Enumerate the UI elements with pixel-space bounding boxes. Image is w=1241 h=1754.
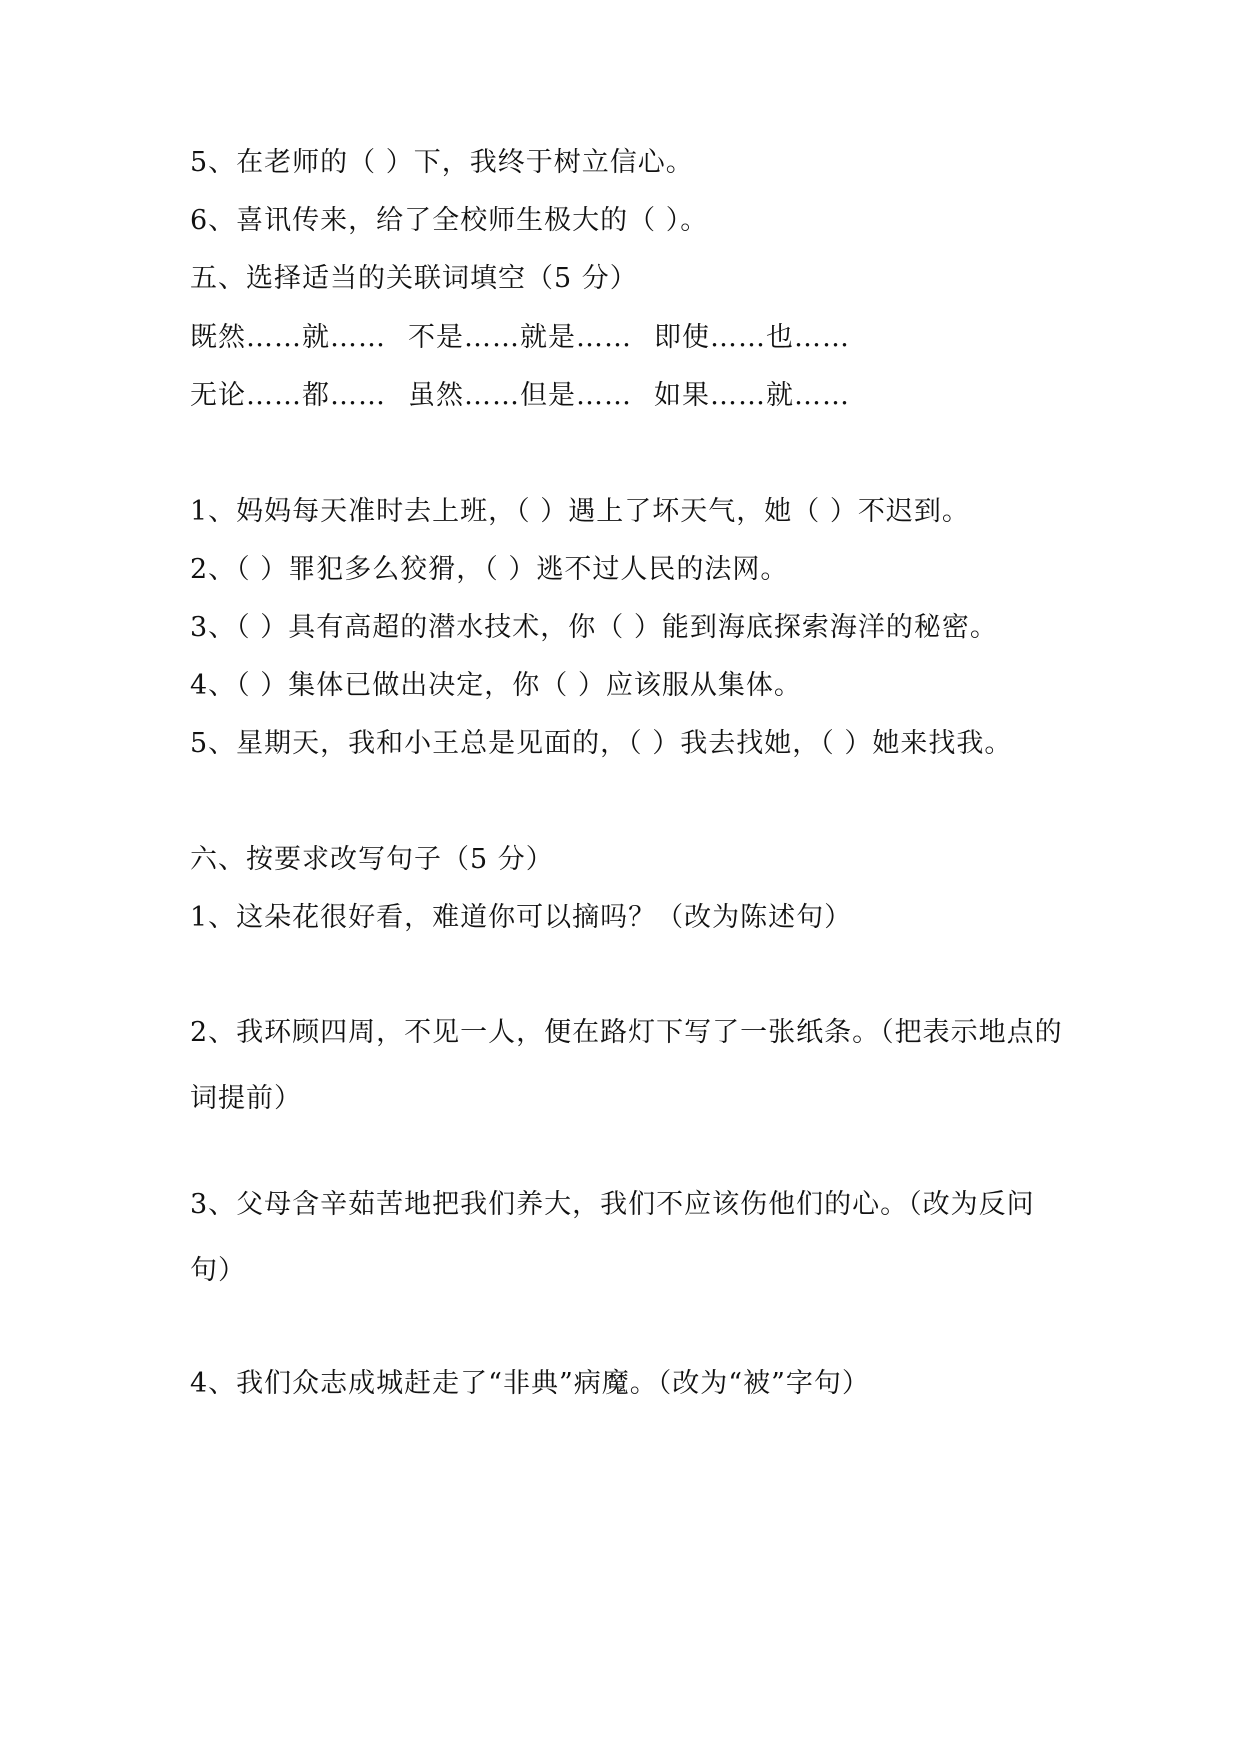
question-item: 2、（ ）罪犯多么狡猾，（ ）逃不过人民的法网。 xyxy=(190,554,789,585)
question-item: 4、我们众志成城赶走了“非典”病魔。（改为“被”字句） xyxy=(190,1368,870,1399)
question-item: 1、妈妈每天准时去上班，（ ）遇上了坏天气，她（ ）不迟到。 xyxy=(190,496,970,527)
conjunction-option: 即使……也…… xyxy=(654,322,850,353)
conjunction-option: 虽然……但是…… xyxy=(408,380,632,411)
conjunction-option: 如果……就…… xyxy=(654,380,850,411)
question-item: 5、在老师的（ ）下，我终于树立信心。 xyxy=(190,147,694,178)
question-item: 4、（ ）集体已做出决定，你（ ）应该服从集体。 xyxy=(190,670,802,701)
section-heading: 六、按要求改写句子（5 分） xyxy=(190,844,554,875)
question-item: 6、喜讯传来，给了全校师生极大的（ ）。 xyxy=(190,205,709,236)
section-heading: 五、选择适当的关联词填空（5 分） xyxy=(190,263,638,294)
question-item: 3、（ ）具有高超的潜水技术，你（ ）能到海底探索海洋的秘密。 xyxy=(190,612,998,643)
question-item: 3、父母含辛茹苦地把我们养大，我们不应该伤他们的心。（改为反问句） xyxy=(190,1189,1035,1286)
question-item: 2、我环顾四周，不见一人，便在路灯下写了一张纸条。（把表示地点的词提前） xyxy=(190,1017,1063,1114)
conjunction-option: 无论……都…… xyxy=(190,380,386,411)
conjunction-option: 既然……就…… xyxy=(190,322,386,353)
conjunction-row xyxy=(190,320,850,356)
conjunction-option: 不是……就是…… xyxy=(408,322,632,353)
question-item: 5、星期天，我和小王总是见面的，（ ）我去找她，（ ）她来找我。 xyxy=(190,728,1013,759)
conjunction-row xyxy=(190,378,850,414)
question-item: 1、这朵花很好看，难道你可以摘吗？（改为陈述句） xyxy=(190,902,853,933)
